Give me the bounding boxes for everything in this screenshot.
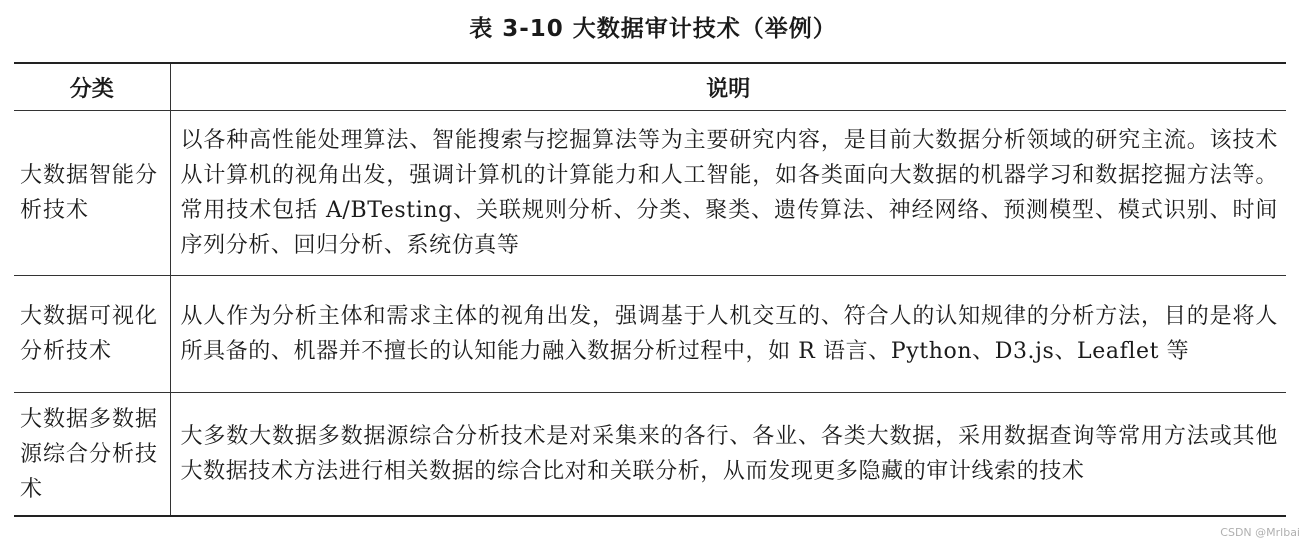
row-description: 以各种高性能处理算法、智能搜索与挖掘算法等为主要研究内容，是目前大数据分析领域的研究主流。该技术从计算机的视角出发，强调计算机的计算能力和人工智能，如各类面向大数据的机器学习和数据挖掘方法等。常用技术包括 A/BTesting、关联规则分析、分类、聚类、遗传算法、神经网络、预测模型、模式识别、时间序列分析、回归分析、系统仿真等	[170, 111, 1286, 276]
row-description: 大多数大数据多数据源综合分析技术是对采集来的各行、各业、各类大数据，采用数据查询等常用方法或其他大数据技术方法进行相关数据的综合比对和关联分析，从而发现更多隐藏的审计线索的技术	[170, 393, 1286, 517]
table-caption: 表 3-10 大数据审计技术（举例）	[469, 16, 837, 42]
watermark: CSDN @Mrlbai	[1220, 526, 1300, 539]
header-description: 说明	[170, 63, 1286, 111]
row-category: 大数据可视化分析技术	[14, 276, 170, 393]
audit-tech-table	[14, 62, 1286, 517]
row-description: 从人作为分析主体和需求主体的视角出发，强调基于人机交互的、符合人的认知规律的分析方法，目的是将人所具备的、机器并不擅长的认知能力融入数据分析过程中，如 R 语言、Python、D3.js、Leaflet 等	[170, 276, 1286, 393]
table-header-row	[14, 63, 1286, 111]
table-row	[14, 276, 1286, 393]
table-row	[14, 393, 1286, 517]
table-row	[14, 111, 1286, 276]
row-category: 大数据多数据源综合分析技术	[14, 393, 170, 517]
row-category: 大数据智能分析技术	[14, 111, 170, 276]
header-category: 分类	[14, 63, 170, 111]
